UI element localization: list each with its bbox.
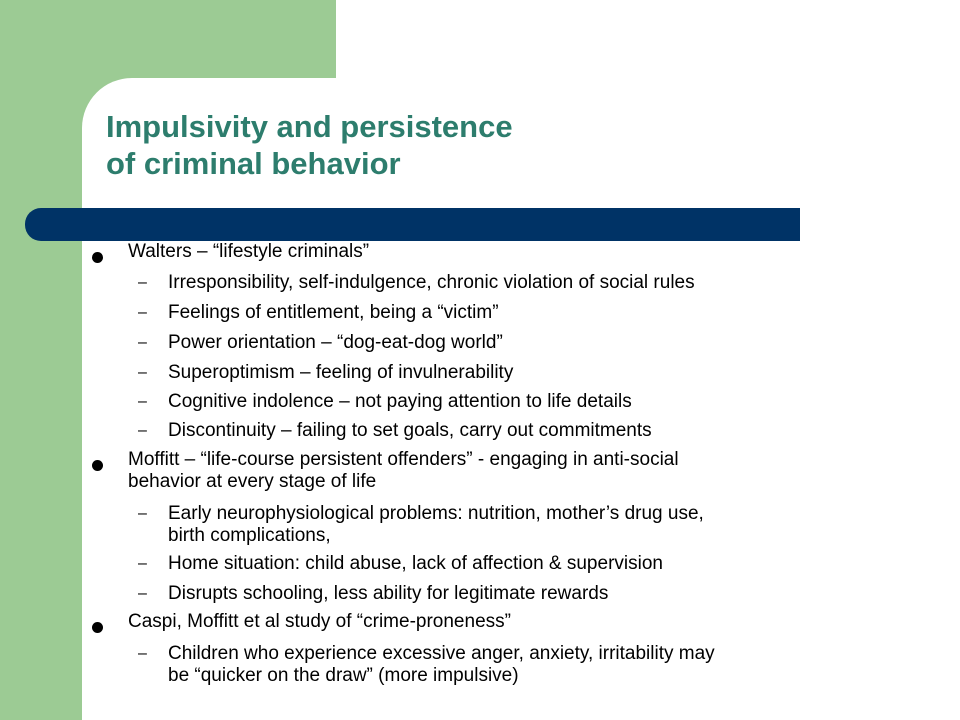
dash-marker: – [138,585,147,602]
title-line-2: of criminal behavior [106,146,401,181]
sub-item: Superoptimism – feeling of invulnerability [168,362,514,383]
sub-item-line: be “quicker on the draw” (more impulsive) [168,665,519,686]
bullet-dot [92,622,103,633]
dash-marker: – [138,555,147,572]
sub-item: Power orientation – “dog-eat-dog world” [168,332,503,353]
bullet-dot [92,460,103,471]
sub-item-line: Early neurophysiological problems: nutrition, mother’s drug use, [168,503,704,524]
sub-item: Feelings of entitlement, being a “victim” [168,302,499,323]
bullet-moffitt [128,449,679,493]
bullet-walters: Walters – “lifestyle criminals” [128,241,370,262]
dash-marker: – [138,645,147,662]
slide-title [106,108,513,182]
dash-marker: – [138,304,147,321]
dash-marker: – [138,274,147,291]
dash-marker: – [138,422,147,439]
sub-item [168,503,704,547]
sub-item [168,643,715,687]
sub-item: Discontinuity – failing to set goals, carry out commitments [168,420,652,441]
dash-marker: – [138,505,147,522]
sub-item-line: Children who experience excessive anger, anxiety, irritability may [168,643,715,664]
sub-item: Disrupts schooling, less ability for legitimate rewards [168,583,609,604]
sub-item: Irresponsibility, self-indulgence, chronic violation of social rules [168,272,695,293]
bullet-dot [92,252,103,263]
dash-marker: – [138,364,147,381]
sub-item: Cognitive indolence – not paying attention to life details [168,391,632,412]
dash-marker: – [138,334,147,351]
bullet-line: Moffitt – “life-course persistent offenders” - engaging in anti-social [128,449,679,470]
bullet-caspi: Caspi, Moffitt et al study of “crime-proneness” [128,611,511,632]
sub-item: Home situation: child abuse, lack of affection & supervision [168,553,663,574]
bullet-line: behavior at every stage of life [128,471,377,492]
title-line-1: Impulsivity and persistence [106,109,513,144]
title-divider-bar [25,208,800,241]
sub-item-line: birth complications, [168,525,331,546]
dash-marker: – [138,393,147,410]
